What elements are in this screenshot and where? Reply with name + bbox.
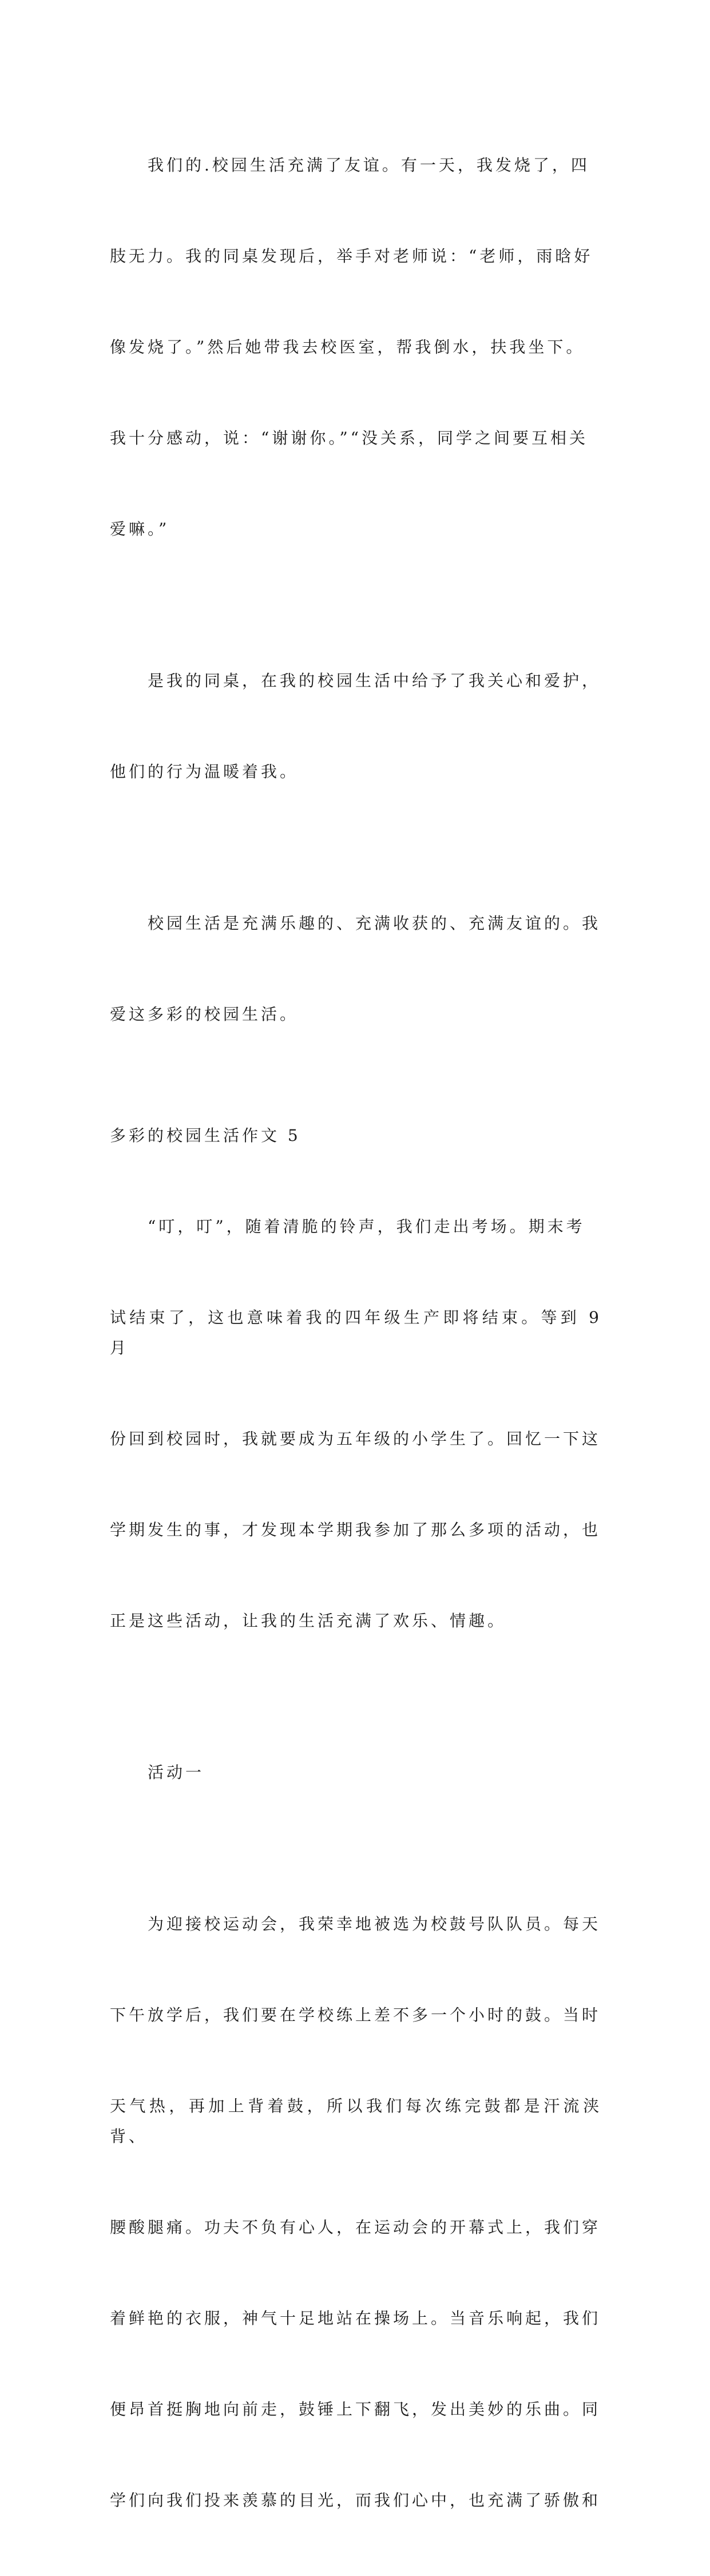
text-line: 天气热，再加上背着鼓，所以我们每次练完鼓都是汗流浃背、: [110, 2097, 602, 2146]
activity-heading: [110, 1697, 602, 1848]
text-line: 下午放学后，我们要在学校练上差不多一个小时的鼓。当时: [110, 2006, 601, 2024]
section-gap: [110, 1090, 602, 1120]
section-title: 多彩的校园生活作文 5: [110, 1126, 301, 1145]
text-line: “叮，叮”，随着清脆的铃声，我们走出考场。期末考: [148, 1217, 585, 1236]
text-line: 着鲜艳的衣服，神气十足地站在操场上。当音乐响起，我们: [110, 2309, 601, 2328]
paragraph-exam-end: [110, 1151, 610, 1697]
text-line: 他们的行为温暖着我。: [110, 762, 299, 781]
text-line: 像发烧了。”然后她带我去校医室，帮我倒水，扶我坐下。: [110, 338, 585, 356]
paragraph-desk-mate: [110, 605, 602, 847]
text-line: 份回到校园时，我就要成为五年级的小学生了。回忆一下这: [110, 1429, 601, 1448]
text-line: 学们向我们投来羡慕的目光，而我们心中，也充满了骄傲和: [110, 2491, 601, 2510]
text-line: 正是这些活动，让我的生活充满了欢乐、情趣。: [110, 1611, 507, 1630]
text-line: 试结束了，这也意味着我的四年级生产即将结束。等到 9 月: [110, 1308, 610, 1357]
text-line: 爱这多彩的校园生活。: [110, 1005, 299, 1024]
text-line: 我十分感动，说：“谢谢你。”“没关系，同学之间要互相关: [110, 429, 588, 447]
paragraph-friendship: [110, 89, 602, 605]
text-line: 活动一: [148, 1763, 205, 1782]
text-line: 我们的.校园生活充满了友谊。有一天，我发烧了，四: [148, 156, 590, 175]
text-line: 是我的同桌，在我的校园生活中给予了我关心和爱护，: [148, 671, 601, 690]
text-line: 为迎接校运动会，我荣幸地被选为校鼓号队队员。每天: [148, 1915, 601, 1933]
text-line: 腰酸腿痛。功夫不负有心人，在运动会的开幕式上，我们穿: [110, 2218, 601, 2237]
text-line: 校园生活是充满乐趣的、充满收获的、充满友谊的。我: [148, 914, 601, 933]
text-line: 便昂首挺胸地向前走，鼓锤上下翻飞，发出美妙的乐曲。同: [110, 2400, 601, 2419]
text-line: 爱嘛。”: [110, 520, 170, 538]
paragraph-drum-team: [110, 1848, 602, 2576]
text-line: 学期发生的事，才发现本学期我参加了那么多项的活动，也: [110, 1520, 601, 1539]
text-line: 肢无力。我的同桌发现后，举手对老师说：“老师，雨晗好: [110, 247, 593, 265]
document-body: [110, 89, 610, 2576]
paragraph-conclusion: [110, 847, 602, 1090]
